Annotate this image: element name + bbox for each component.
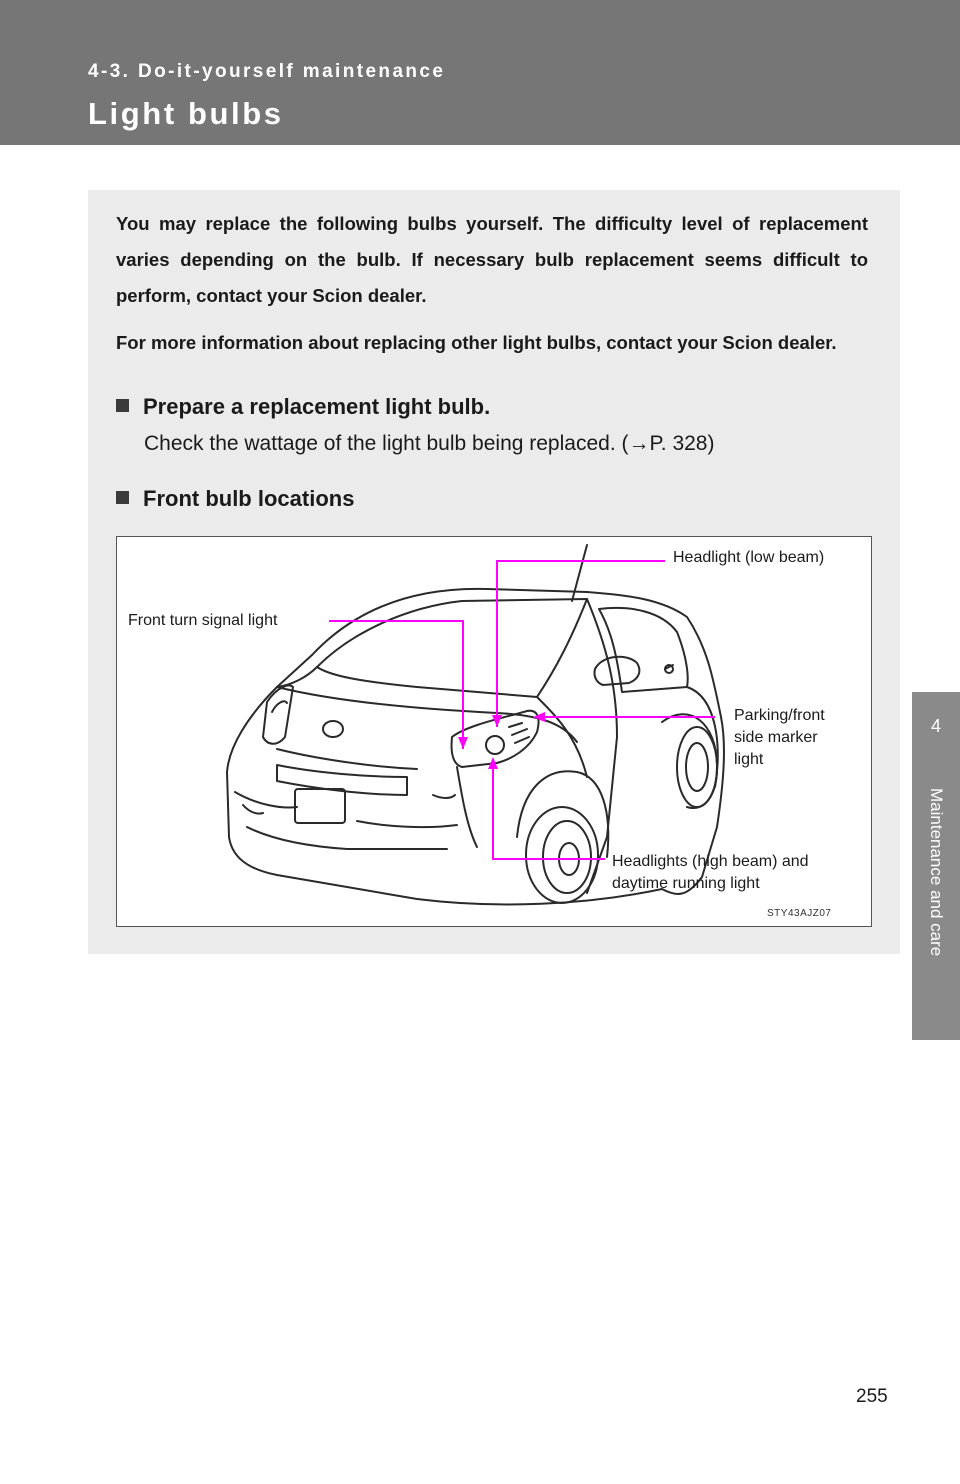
callout-turn-signal: Front turn signal light xyxy=(128,612,278,629)
figure-code: STY43AJZ07 xyxy=(767,908,832,919)
section-label: 4-3. Do-it-yourself maintenance xyxy=(88,61,446,82)
front-bulb-heading-text: Front bulb locations xyxy=(143,486,355,511)
prepare-bulb-heading xyxy=(116,394,490,420)
callout-high-beam: Headlights (high beam) and daytime running light xyxy=(612,853,809,892)
callout-parking-light: Parking/front side marker light xyxy=(734,707,825,768)
intro-paragraph: For more information about replacing other light bulbs, contact your Scion dealer. xyxy=(116,332,837,353)
square-bullet-icon xyxy=(116,399,129,412)
chapter-number: 4 xyxy=(930,716,941,736)
intro-paragraph: You may replace the following bulbs yourself. The difficulty level of replacement varies depending on the bulb. If necessary bulb replacement seems difficult to perform, contact your Scion dealer. xyxy=(116,213,868,306)
prepare-bulb-text: Check the wattage of the light bulb being replaced. (→P. 328) xyxy=(144,432,715,455)
bulb-location-figure xyxy=(116,536,872,927)
intro-text xyxy=(116,206,868,372)
content-box xyxy=(88,190,900,954)
chapter-label: Maintenance and care xyxy=(927,788,946,957)
page-title: Light bulbs xyxy=(88,96,284,131)
page-number: 255 xyxy=(856,1386,888,1407)
front-bulb-heading xyxy=(116,486,354,512)
callout-low-beam: Headlight (low beam) xyxy=(673,549,825,566)
chapter-tab xyxy=(912,692,960,1040)
square-bullet-icon xyxy=(116,491,129,504)
page-header xyxy=(0,0,960,145)
prepare-bulb-heading-text: Prepare a replacement light bulb. xyxy=(143,394,491,419)
